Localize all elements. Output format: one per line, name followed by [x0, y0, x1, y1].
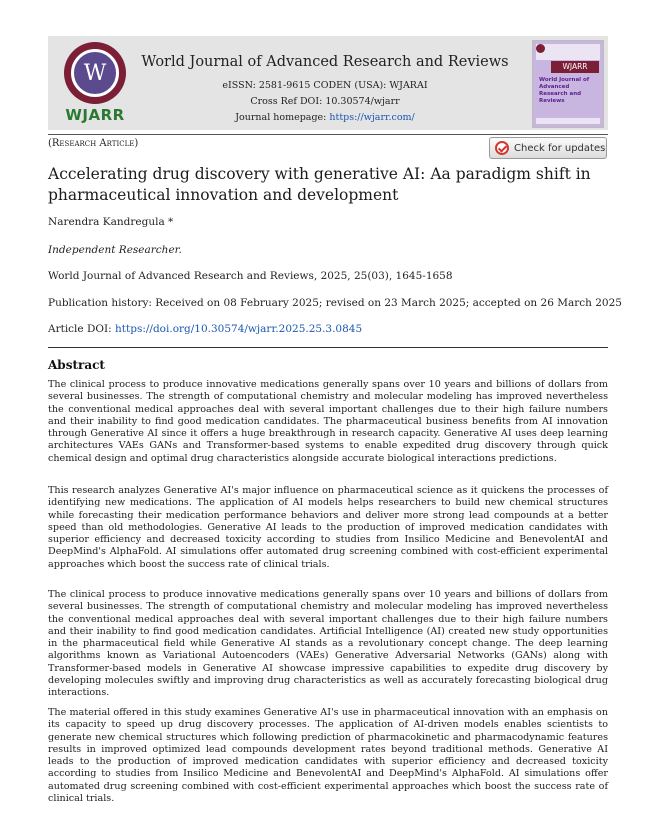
- author: Narendra Kandregula *: [48, 216, 174, 228]
- cover-title: World Journal of Advanced Research and Reviews: [539, 77, 590, 104]
- cover-logo-icon: [536, 44, 545, 53]
- abstract-paragraph-1: The clinical process to produce innovative medications generally spans over 10 years and billions of dollars from several businesses. The strength of computational chemistry and molecular modeling has improved nevertheless the conventional medical approaches deal with several important challenges due to their high failure numbers and their inability to find good medication candidates. The pharmaceutical business benefits from AI innovation through Generative AI since it offers a huge breakthrough in research capacity. Generative AI uses deep learning architectures VAEs GANs and Transformer-based systems to enable expedited drug discovery through quick chemical design and optimal drug characteristics alongside accurate biological interactions predictions.: [48, 379, 608, 464]
- abstract-heading: Abstract: [48, 358, 105, 372]
- issn-line: eISSN: 2581-9615 CODEN (USA): WJARAI: [222, 80, 428, 91]
- journal-cover-thumbnail: [532, 40, 604, 128]
- abstract-paragraph-2: This research analyzes Generative AI's major influence on pharmaceutical science as it quickens the processes of identifying new medications. The application of AI models helps researchers to build new chemical structures while forecasting their medication performance behaviors and deliver more strong lead compounds at a better speed than old methodologies. Generative AI leads to the production of improved medication candidates with superior efficiency and decreased toxicity according to studies from Insilico Medicine and BenevolentAI and DeepMind's AlphaFold. AI simulations offer automated drug screening combined with cost-efficient experimental approaches which boost the success rate of clinical trials.: [48, 485, 608, 570]
- check-for-updates-button[interactable]: [489, 137, 607, 159]
- check-updates-label: Check for updates: [514, 142, 606, 154]
- journal-title: World Journal of Advanced Research and Reviews: [141, 54, 509, 70]
- doi-label: Article DOI:: [48, 323, 116, 335]
- citation: World Journal of Advanced Research and Reviews, 2025, 25(03), 1645-1658: [48, 270, 453, 282]
- homepage-label: Journal homepage:: [235, 112, 330, 123]
- abstract-divider: [48, 347, 608, 348]
- article-title: Accelerating drug discovery with generative AI: Aa paradigm shift in pharmaceutical innovation and development: [48, 165, 591, 204]
- abstract-paragraph-3: The clinical process to produce innovative medications generally spans over 10 years and billions of dollars from several businesses. The strength of computational chemistry and molecular modeling has improved nevertheless the conventional medical approaches deal with several important challenges due to their high failure numbers and their inability to find good medication candidates. Artificial Intelligence (AI) created new study opportunities in the pharmaceutical field while Generative AI stands as a revolutionary concept change. The deep learning algorithms known as Variational Autoencoders (VAEs) Generative Adversarial Networks (GANs) along with Transformer-based models in Generative AI showcase impressive capabilities to expedite drug discovery by developing molecules swiftly and improving drug characteristics as well as accurately forecasting biological drug interactions.: [48, 589, 608, 699]
- journal-header: [48, 36, 608, 130]
- doi-link[interactable]: https://doi.org/10.30574/wjarr.2025.25.3.0845: [115, 323, 363, 335]
- crossref-doi-line: Cross Ref DOI: 10.30574/wjarr: [250, 96, 400, 107]
- header-divider: [48, 134, 608, 135]
- logo-text: WJARR: [65, 106, 125, 124]
- logo-ring: [64, 42, 126, 104]
- logo-letter: W: [71, 49, 119, 97]
- journal-logo: [58, 42, 130, 126]
- abstract-paragraph-4: The material offered in this study examines Generative AI's use in pharmaceutical innovation with an emphasis on its capacity to speed up drug discovery processes. The application of AI-driven models enables scientists to generate new chemical structures which following prediction of pharmacokinetic and pharmacodynamic features results in improved optimized lead compounds development rates beyond traditional methods. Generative AI leads to the production of improved medication candidates with superior efficiency and decreased toxicity according to studies from Insilico Medicine and BenevolentAI and DeepMind's AlphaFold. AI simulations offer automated drug screening combined with cost-efficient experimental approaches which boost the success rate of clinical trials.: [48, 707, 608, 805]
- check-updates-icon: [495, 141, 509, 155]
- article-type: (Research Article): [48, 138, 139, 149]
- affiliation: Independent Researcher.: [48, 244, 182, 256]
- cover-bottom-strip: [536, 118, 600, 124]
- cover-band: WJARR: [551, 61, 599, 73]
- homepage-link[interactable]: https://wjarr.com/: [329, 112, 415, 123]
- article-doi: [48, 323, 362, 335]
- publication-history: Publication history: Received on 08 February 2025; revised on 23 March 2025; accepted on 26 March 2025: [48, 297, 622, 309]
- cover-top-strip: [536, 44, 600, 60]
- homepage-line: [140, 112, 510, 123]
